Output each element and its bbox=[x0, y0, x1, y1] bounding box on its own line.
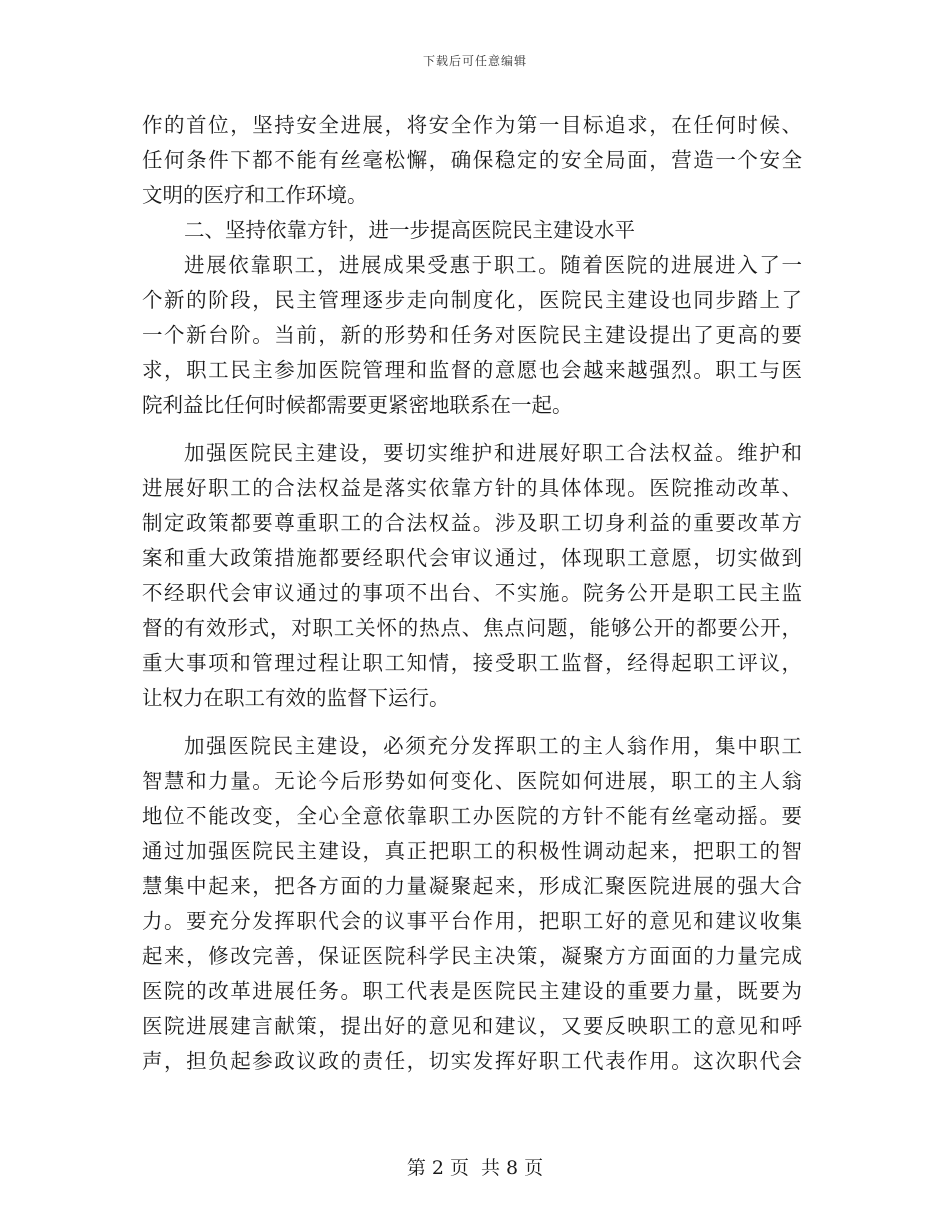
text-line: 任何条件下都不能有丝毫松懈，确保稳定的安全局面，营造一个安全 bbox=[142, 148, 802, 172]
current-page-number: 2 bbox=[431, 1157, 444, 1179]
text-line: 督的有效形式，对职工关怀的热点、焦点问题，能够公开的都要公开， bbox=[142, 616, 802, 640]
page-header-note: 下载后可任意编辑 bbox=[422, 54, 527, 68]
text-line: 重大事项和管理过程让职工知情，接受职工监督，经得起职工评议， bbox=[142, 651, 802, 675]
text-line: 慧集中起来，把各方面的力量凝聚起来，形成汇聚医院进展的强大合 bbox=[142, 874, 802, 898]
text-line: 力。要充分发挥职代会的议事平台作用，把职工好的意见和建议收集 bbox=[142, 909, 802, 933]
text-line: 地位不能改变，全心全意依靠职工办医院的方针不能有丝毫动摇。要 bbox=[142, 804, 802, 828]
text-line: 一个新台阶。当前，新的形势和任务对医院民主建设提出了更高的要 bbox=[142, 323, 802, 347]
text-line: 声，担负起参政议政的责任，切实发挥好职工代表作用。这次职代会 bbox=[142, 1049, 802, 1073]
text-line: 案和重大政策措施都要经职代会审议通过，体现职工意愿，切实做到 bbox=[142, 546, 802, 570]
text-line: 医院进展建言献策，提出好的意见和建议，又要反映职工的意见和呼 bbox=[142, 1014, 802, 1038]
text-line: 起来，修改完善，保证医院科学民主决策，凝聚方方面面的力量完成 bbox=[142, 944, 802, 968]
text-line: 让权力在职工有效的监督下运行。 bbox=[142, 686, 450, 710]
text-line: 加强医院民主建设，必须充分发挥职工的主人翁作用，集中职工 bbox=[184, 734, 802, 758]
document-body bbox=[142, 108, 802, 1079]
text-line: 院利益比任何时候都需要更紧密地联系在一起。 bbox=[142, 393, 573, 417]
text-line: 制定政策都要尊重职工的合法权益。涉及职工切身利益的重要改革方 bbox=[142, 511, 802, 535]
text-line: 个新的阶段，民主管理逐步走向制度化，医院民主建设也同步踏上了 bbox=[142, 288, 802, 312]
text-line: 进展好职工的合法权益是落实依靠方针的具体体现。医院推动改革、 bbox=[142, 476, 802, 500]
text-line: 作的首位，坚持安全进展，将安全作为第一目标追求，在任何时候、 bbox=[142, 113, 802, 137]
text-line: 求，职工民主参加医院管理和监督的意愿也会越来越强烈。职工与医 bbox=[142, 358, 802, 382]
page-number-footer bbox=[0, 1153, 950, 1180]
text-line: 通过加强医院民主建设，真正把职工的积极性调动起来，把职工的智 bbox=[142, 839, 802, 863]
page-middle: 页 共 bbox=[449, 1157, 501, 1179]
page-suffix: 页 bbox=[524, 1157, 544, 1179]
text-line: 智慧和力量。无论今后形势如何变化、医院如何进展，职工的主人翁 bbox=[142, 769, 802, 793]
section-heading: 二、坚持依靠方针，进一步提高医院民主建设水平 bbox=[184, 218, 635, 242]
page-prefix: 第 bbox=[406, 1157, 426, 1179]
text-line: 医院的改革进展任务。职工代表是医院民主建设的重要力量，既要为 bbox=[142, 979, 802, 1003]
text-line: 不经职代会审议通过的事项不出台、不实施。院务公开是职工民主监 bbox=[142, 581, 802, 605]
text-line: 文明的医疗和工作环境。 bbox=[142, 183, 368, 207]
text-line: 加强医院民主建设，要切实维护和进展好职工合法权益。维护和 bbox=[184, 441, 802, 465]
text-line: 进展依靠职工，进展成果受惠于职工。随着医院的进展进入了一 bbox=[184, 253, 802, 277]
total-page-number: 8 bbox=[506, 1157, 519, 1179]
